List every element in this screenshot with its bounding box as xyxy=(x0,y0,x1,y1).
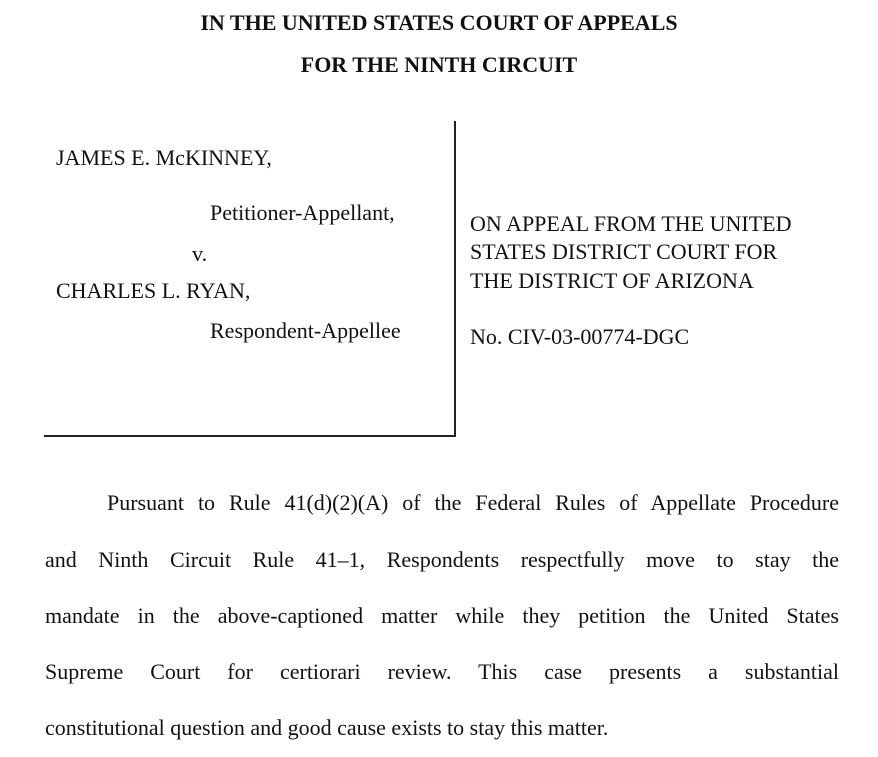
respondent-name: CHARLES L. RYAN, xyxy=(56,278,251,303)
paragraph-line: mandate in the above-captioned matter while they petition the United States xyxy=(45,603,839,628)
appeal-line-1: ON APPEAL FROM THE UNITED xyxy=(470,211,792,236)
paragraph-line: and Ninth Circuit Rule 41–1, Respondents respectfully move to stay the xyxy=(45,547,839,572)
appeal-line-3: THE DISTRICT OF ARIZONA xyxy=(470,268,754,293)
versus-label: v. xyxy=(192,241,208,266)
caption-divider-horizontal xyxy=(44,435,456,437)
court-title-line-1: IN THE UNITED STATES COURT OF APPEALS xyxy=(200,10,678,35)
court-title-line-2: FOR THE NINTH CIRCUIT xyxy=(300,52,578,77)
caption-divider-vertical xyxy=(454,121,456,437)
paragraph-line: Pursuant to Rule 41(d)(2)(A) of the Federal Rules of Appellate Procedure xyxy=(107,490,839,515)
petitioner-role: Petitioner-Appellant, xyxy=(210,200,395,225)
paragraph-line: Supreme Court for certiorari review. This case presents a substantial xyxy=(45,659,839,684)
appeal-line-2: STATES DISTRICT COURT FOR xyxy=(470,239,778,264)
case-number: No. CIV-03-00774-DGC xyxy=(470,324,690,349)
respondent-role: Respondent-Appellee xyxy=(210,318,401,343)
paragraph-line: constitutional question and good cause exists to stay this matter. xyxy=(45,715,609,740)
petitioner-name: JAMES E. McKINNEY, xyxy=(56,145,272,170)
